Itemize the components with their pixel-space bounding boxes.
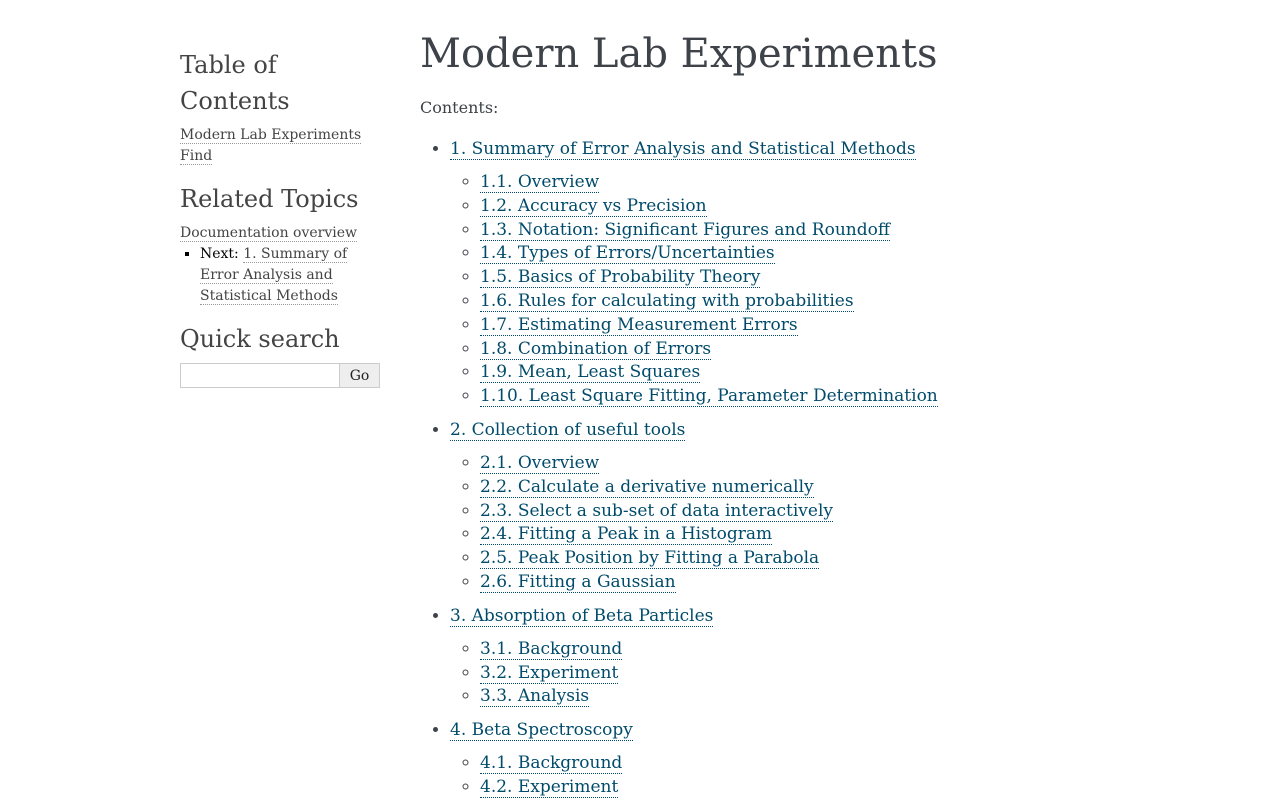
section-link[interactable]: 1.7. Estimating Measurement Errors: [480, 314, 798, 335]
toc-section: [480, 290, 1240, 314]
chapter-link[interactable]: 3. Absorption of Beta Particles: [450, 605, 714, 626]
section-link[interactable]: 4.2. Experiment: [480, 776, 619, 797]
related-block: [180, 181, 380, 307]
find-link[interactable]: Find: [180, 148, 213, 164]
toc-section: [480, 685, 1240, 709]
related-links: [180, 223, 380, 244]
next-label: Next:: [200, 246, 239, 262]
section-link[interactable]: 1.9. Mean, Least Squares: [480, 362, 701, 383]
toc-section: [480, 500, 1240, 524]
toc-section: [480, 776, 1240, 800]
next-link[interactable]: 1. Summary of Error Analysis and Statistical Methods: [200, 246, 348, 304]
toc-section: [480, 314, 1240, 338]
section-link[interactable]: 2.1. Overview: [480, 452, 600, 473]
section-link[interactable]: 2.2. Calculate a derivative numerically: [480, 476, 814, 497]
toc-home-link[interactable]: Modern Lab Experiments: [180, 127, 362, 143]
section-link[interactable]: 3.1. Background: [480, 638, 623, 659]
section-list: [450, 452, 1240, 595]
search-go-button[interactable]: Go: [340, 363, 380, 388]
section-link[interactable]: 2.4. Fitting a Peak in a Histogram: [480, 524, 773, 545]
section-link[interactable]: 1.8. Combination of Errors: [480, 338, 712, 359]
toc-section: [480, 571, 1240, 595]
toc-section: [480, 523, 1240, 547]
section-link[interactable]: 2.3. Select a sub-set of data interactively: [480, 500, 834, 521]
section-link[interactable]: 2.6. Fitting a Gaussian: [480, 571, 676, 592]
toc-chapter: [450, 137, 1240, 409]
section-link[interactable]: 1.3. Notation: Significant Figures and Roundoff: [480, 219, 890, 240]
section-link[interactable]: 1.6. Rules for calculating with probabilities: [480, 290, 854, 311]
sidebar: [180, 40, 380, 402]
toc-section: [480, 638, 1240, 662]
toc-section: [480, 266, 1240, 290]
contents-label: Contents:: [420, 98, 499, 117]
toc-chapter: [450, 418, 1240, 595]
chapter-link[interactable]: 4. Beta Spectroscopy: [450, 720, 633, 741]
section-link[interactable]: 1.2. Accuracy vs Precision: [480, 195, 707, 216]
search-form: [180, 363, 380, 388]
toc-list: [420, 137, 1240, 800]
toc-chapter: [450, 604, 1240, 709]
toc-section: [480, 242, 1240, 266]
related-heading: Related Topics: [180, 185, 359, 213]
chapter-link[interactable]: 1. Summary of Error Analysis and Statistical Methods: [450, 139, 916, 159]
section-list: [450, 752, 1240, 800]
section-list: [450, 171, 1240, 409]
doc-overview-link[interactable]: Documentation overview: [180, 225, 358, 241]
section-link[interactable]: 3.3. Analysis: [480, 686, 590, 707]
toc-section: [480, 476, 1240, 500]
toc-section: [480, 547, 1240, 571]
section-link[interactable]: 1.1. Overview: [480, 172, 600, 192]
toc-links: [180, 125, 380, 167]
section-link[interactable]: 1.5. Basics of Probability Theory: [480, 267, 761, 288]
toc-section: [480, 219, 1240, 243]
page-title: Modern Lab Experiments: [420, 31, 938, 77]
toc-chapter: [450, 718, 1240, 800]
section-link[interactable]: 2.5. Peak Position by Fitting a Parabola: [480, 548, 820, 569]
section-list: [450, 638, 1240, 709]
related-list: [180, 244, 380, 307]
search-block: [180, 321, 380, 388]
toc-section: [480, 385, 1240, 409]
toc-block: [180, 47, 380, 167]
toc-section: [480, 361, 1240, 385]
toc-section: [480, 752, 1240, 776]
toc-section: [480, 338, 1240, 362]
toc-section: [480, 452, 1240, 476]
section-link[interactable]: 1.10. Least Square Fitting, Parameter Determination: [480, 386, 938, 407]
toc-section: [480, 171, 1240, 195]
next-item: [200, 244, 380, 307]
toc-section: [480, 662, 1240, 686]
search-input[interactable]: [180, 363, 340, 388]
section-link[interactable]: 3.2. Experiment: [480, 662, 619, 683]
main-content: [420, 26, 1240, 800]
section-link[interactable]: 4.1. Background: [480, 753, 623, 774]
chapter-link[interactable]: 2. Collection of useful tools: [450, 419, 686, 440]
toc-heading: Table of Contents: [180, 51, 290, 115]
toc-section: [480, 195, 1240, 219]
section-link[interactable]: 1.4. Types of Errors/Uncertainties: [480, 243, 775, 264]
search-heading: Quick search: [180, 325, 340, 353]
